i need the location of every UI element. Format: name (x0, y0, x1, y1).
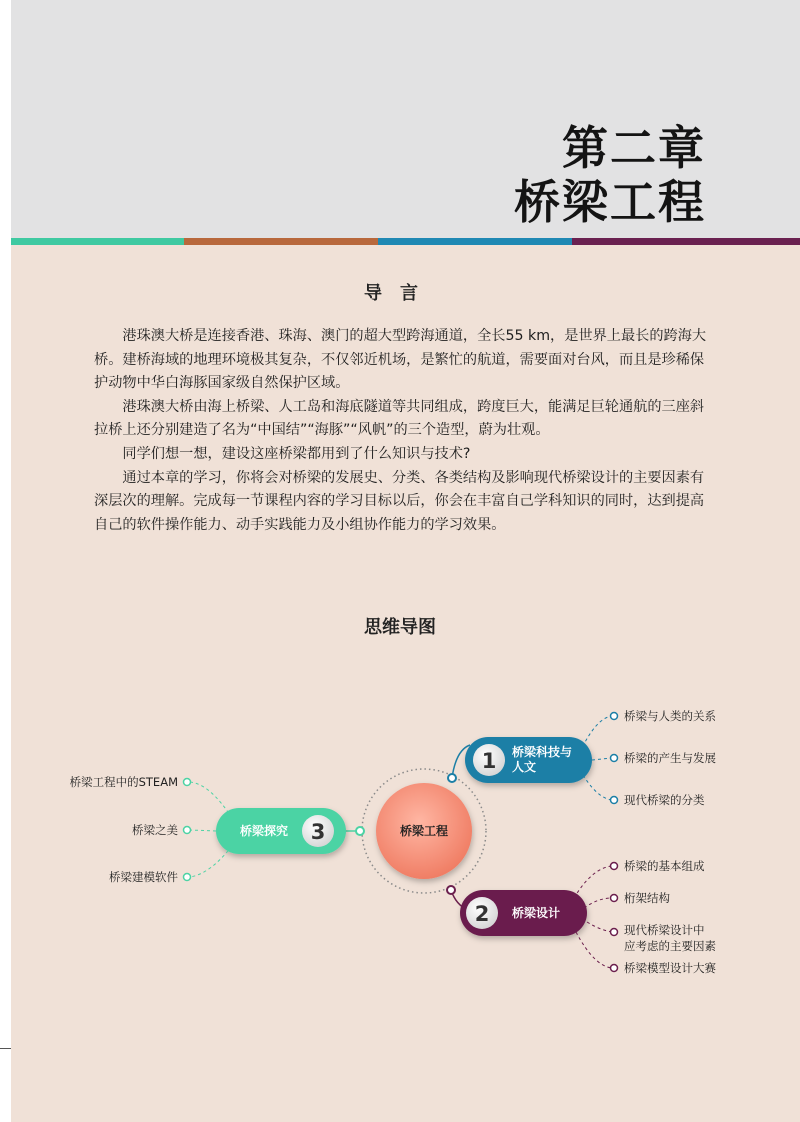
branch-2-dot (447, 886, 455, 894)
leaf-label: 桥梁之美 (132, 823, 178, 837)
leaf-label: 现代桥梁的分类 (624, 793, 705, 807)
leaf-dot (611, 713, 618, 720)
leaf-dot (611, 797, 618, 804)
leaf-dot (184, 779, 191, 786)
leaf-dot (611, 755, 618, 762)
chapter-number: 第二章 (562, 121, 706, 175)
leaf-label: 桥梁与人类的关系 (624, 709, 716, 723)
branch-2-number: 2 (474, 902, 490, 926)
branch-3-number: 3 (310, 820, 326, 844)
color-stripe-teal (11, 238, 184, 245)
leaf-label: 桥梁工程中的STEAM (69, 775, 178, 789)
leaf-label: 桥梁的基本组成 (624, 859, 705, 873)
leaf-label: 应考虑的主要因素 (624, 939, 716, 953)
leaf-label: 桥梁模型设计大赛 (624, 961, 716, 975)
branch-3-label: 桥梁探究 (240, 824, 289, 838)
intro-text (94, 325, 716, 537)
leaf-dot (611, 895, 618, 902)
leaf-dot (184, 874, 191, 881)
leaf-dot (611, 863, 618, 870)
center-node (362, 769, 486, 893)
color-stripe-blue (378, 238, 572, 245)
chapter-title: 桥梁工程 (514, 175, 706, 229)
branch-1 (448, 709, 716, 807)
intro-paragraph: 同学们想一想，建设这座桥梁都用到了什么知识与技术? (122, 445, 471, 462)
center-label: 桥梁工程 (399, 824, 449, 838)
color-stripe-brown (184, 238, 378, 245)
branch-1-label-line1: 桥梁科技与 (512, 745, 573, 759)
branch-3-dot (356, 827, 364, 835)
color-stripe-purple (572, 238, 800, 245)
mind-map (0, 660, 800, 1000)
leaf-dot (184, 827, 191, 834)
leaf-label: 现代桥梁设计中 (624, 923, 705, 937)
leaf-label: 桁架结构 (624, 891, 670, 905)
leaf-dot (611, 965, 618, 972)
branch-2 (447, 859, 716, 975)
branch-1-number: 1 (481, 749, 497, 773)
chapter-header (11, 0, 800, 238)
leaf-dot (611, 929, 618, 936)
intro-paragraph: 通过本章的学习，你将会对桥梁的发展史、分类、各类结构及影响现代桥梁设计的主要因素有深层次的理解。完成每一节课程内容的学习目标以后，你会在丰富自己学科知识的同时，达到提高自己的软件操作能力、动手实践能力及小组协作能力的学习效果。 (94, 469, 705, 533)
intro-paragraph: 港珠澳大桥由海上桥梁、人工岛和海底隧道等共同组成，跨度巨大，能满足巨轮通航的三座斜拉桥上还分别建造了名为“中国结”“海豚”“风帆”的三个造型，蔚为壮观。 (94, 398, 705, 439)
intro-heading: 导言 (364, 283, 436, 304)
intro-paragraph: 港珠澳大桥是连接香港、珠海、澳门的超大型跨海通道，全长55 km，是世界上最长的跨海大桥。建桥海域的地理环境极其复杂，不仅邻近机场，是繁忙的航道，需要面对台风，而且是珍稀保护动物中华白海豚国家级自然保护区域。 (94, 328, 707, 392)
branch-1-dot (448, 774, 456, 782)
branch-3 (70, 775, 364, 884)
crop-mark (0, 1048, 11, 1049)
leaf-label: 桥梁建模软件 (109, 870, 178, 884)
branch-1-label-line2: 人文 (512, 760, 537, 774)
leaf-label: 桥梁的产生与发展 (624, 751, 716, 765)
mindmap-heading: 思维导图 (364, 617, 436, 638)
branch-2-label: 桥梁设计 (512, 906, 561, 920)
